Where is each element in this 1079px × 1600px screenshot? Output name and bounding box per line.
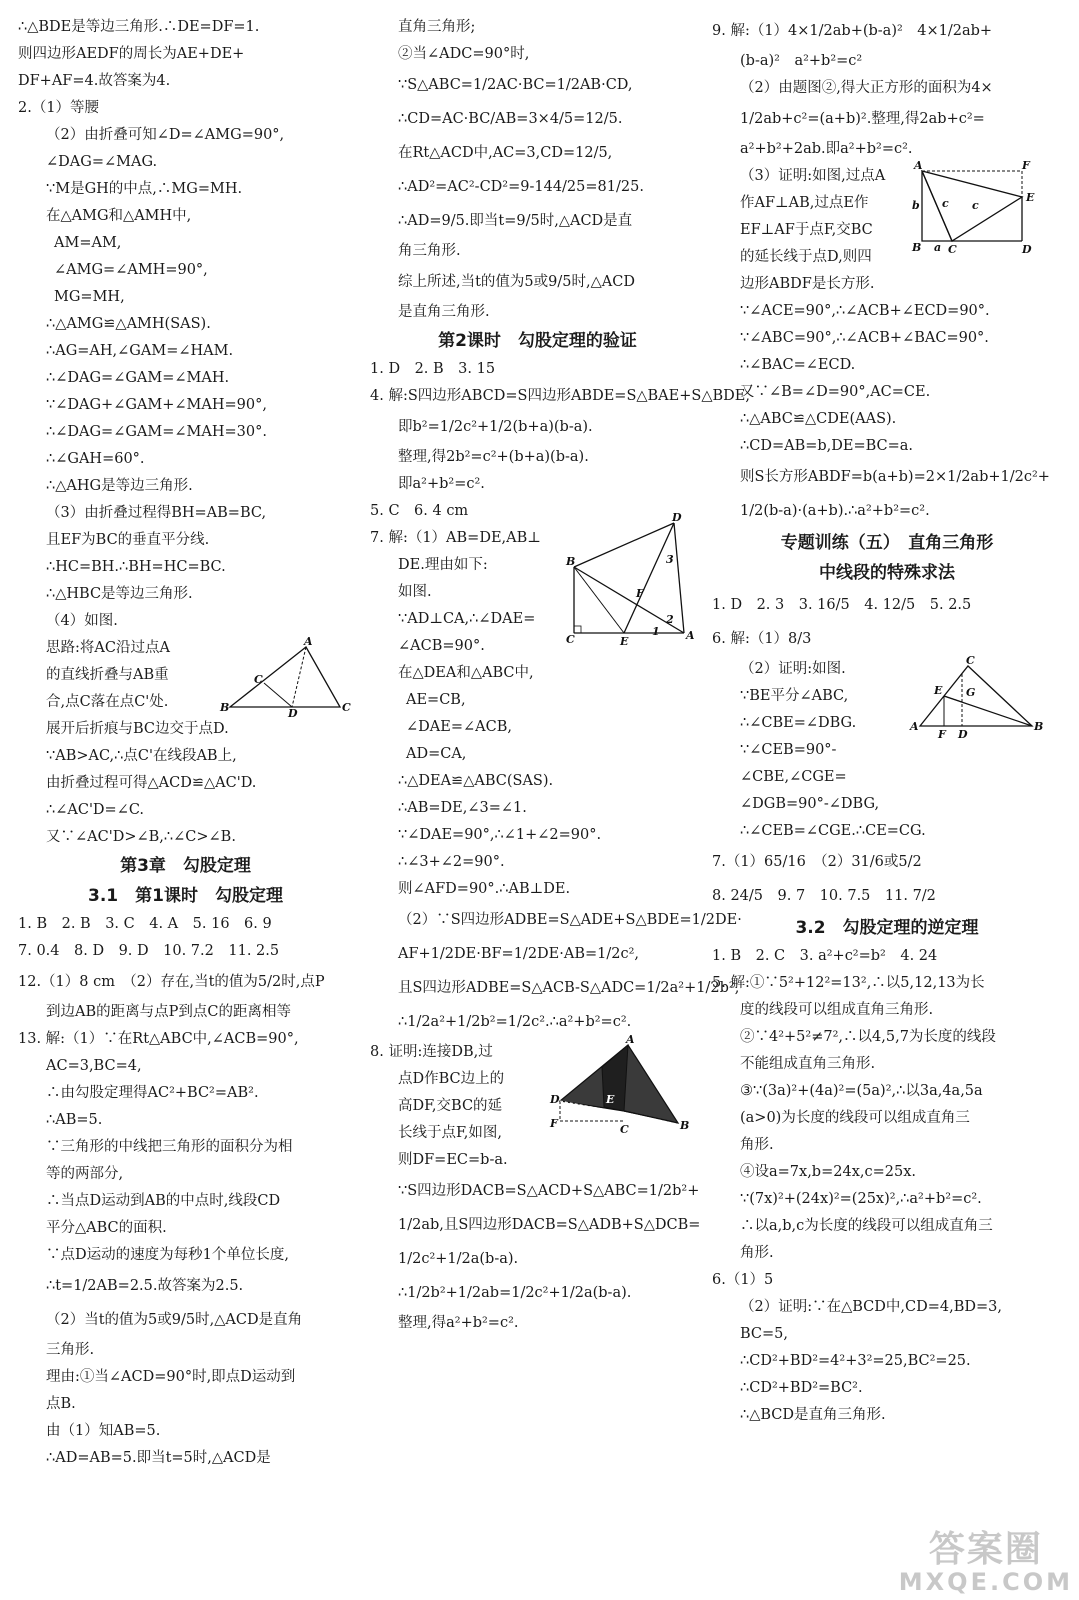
text-line: ∵三角形的中线把三角形的面积分为相 bbox=[46, 1139, 293, 1155]
text-line: 角三角形. bbox=[398, 243, 461, 259]
text-line: 三角形. bbox=[46, 1342, 95, 1358]
text-line: 长线于点F,如图, bbox=[398, 1125, 503, 1141]
svg-text:2: 2 bbox=[666, 613, 674, 626]
svg-text:B: B bbox=[566, 555, 576, 568]
svg-text:D: D bbox=[288, 707, 298, 720]
text-line: 到边AB的距离与点P到点C的距离相等 bbox=[46, 1004, 291, 1020]
text-line: 整理,得a²+b²=c². bbox=[398, 1315, 519, 1331]
text-line: ∴△ABC≌△CDE(AAS). bbox=[740, 411, 897, 427]
section-heading: 中线段的特殊求法 bbox=[819, 563, 955, 583]
text-line: 整理,得2b²=c²+(b+a)(b-a). bbox=[398, 449, 589, 465]
text-line: ∠CBE,∠CGE= bbox=[740, 769, 847, 785]
svg-text:A: A bbox=[626, 1033, 635, 1046]
svg-text:D: D bbox=[1022, 243, 1032, 256]
text-line: ∴∠CBE=∠DBG. bbox=[740, 715, 857, 731]
text-line: （2）由题图②,得大正方形的面积为4× bbox=[740, 80, 993, 96]
text-line: 则四边形AEDF的周长为AE+DE+ bbox=[18, 46, 245, 62]
text-line: ∴△HBC是等边三角形. bbox=[46, 586, 193, 602]
text-line: ∵M是GH的中点,∴MG=MH. bbox=[46, 181, 243, 197]
right-column bbox=[712, 14, 1062, 1429]
text-line: ②∵4²+5²≠7²,∴以4,5,7为长度的线段 bbox=[740, 1029, 996, 1045]
text-line: ∴HC=BH.∴BH=HC=BC. bbox=[46, 559, 226, 575]
svg-text:D: D bbox=[958, 728, 968, 741]
text-line: ∴△BCD是直角三角形. bbox=[740, 1407, 886, 1423]
svg-text:G: G bbox=[966, 686, 976, 699]
svg-text:c: c bbox=[942, 197, 949, 210]
text-line: 合,点C落在点C'处. bbox=[46, 694, 169, 710]
text-line: ∴CD=AC·BC/AB=3×4/5=12/5. bbox=[398, 111, 623, 127]
text-line: 2.（1）等腰 bbox=[18, 100, 100, 116]
text-line: ∵BE平分∠ABC, bbox=[740, 688, 849, 704]
svg-text:b: b bbox=[912, 199, 920, 212]
text-line: (b-a)² a²+b²=c² bbox=[740, 53, 863, 69]
svg-text:F: F bbox=[938, 728, 946, 741]
text-line: 13. 解:（1）∵在Rt△ABC中,∠ACB=90°, bbox=[18, 1031, 299, 1047]
watermark-text: 答案圈 bbox=[928, 1529, 1043, 1570]
text-line: 角形. bbox=[740, 1137, 774, 1153]
svg-text:C: C bbox=[966, 654, 975, 667]
text-line: ∵AB>AC,∴点C'在线段AB上, bbox=[46, 748, 237, 764]
text-line: ∴AB=DE,∠3=∠1. bbox=[398, 800, 527, 816]
text-line: 1. B 2. B 3. C 4. A 5. 16 6. 9 bbox=[18, 916, 272, 932]
text-line: ∴CD²+BD²=4²+3²=25,BC²=25. bbox=[740, 1353, 971, 1369]
text-line: 又∵∠B=∠D=90°,AC=CE. bbox=[740, 384, 931, 400]
text-line: 直角三角形; bbox=[398, 19, 476, 35]
text-line: ∴CD=AB=b,DE=BC=a. bbox=[740, 438, 914, 454]
text-line: 高DF,交BC的延 bbox=[398, 1098, 503, 1114]
svg-text:c: c bbox=[972, 199, 979, 212]
text-line: ∠DAG=∠MAG. bbox=[46, 154, 158, 170]
text-line: (a>0)为长度的线段可以组成直角三 bbox=[740, 1110, 970, 1126]
svg-text:B: B bbox=[1034, 720, 1044, 733]
svg-text:E: E bbox=[934, 684, 943, 697]
text-line: 点D作BC边上的 bbox=[398, 1071, 505, 1087]
svg-text:F: F bbox=[636, 587, 644, 600]
text-line: （3）证明:如图,过点A bbox=[740, 168, 886, 184]
text-line: 12.（1）8 cm （2）存在,当t的值为5/2时,点P bbox=[18, 974, 325, 990]
text-line: （2）证明:如图. bbox=[740, 661, 846, 677]
text-line: 点B. bbox=[46, 1396, 76, 1412]
text-line: ∴1/2b²+1/2ab=1/2c²+1/2a(b-a). bbox=[398, 1285, 632, 1301]
text-line: ④设a=7x,b=24x,c=25x. bbox=[740, 1164, 916, 1180]
text-line: 8. 24/5 9. 7 10. 7.5 11. 7/2 bbox=[712, 888, 936, 904]
text-line: ∠DAE=∠ACB, bbox=[406, 719, 512, 735]
text-line: ∴AG=AH,∠GAM=∠HAM. bbox=[46, 343, 234, 359]
svg-text:C: C bbox=[342, 701, 351, 714]
text-line: ∵(7x)²+(24x)²=(25x)²,∴a²+b²=c². bbox=[740, 1191, 982, 1207]
text-line: 在△AMG和△AMH中, bbox=[46, 208, 192, 224]
text-line: （3）由折叠过程得BH=AB=BC, bbox=[46, 505, 267, 521]
text-line: 5. C 6. 4 cm bbox=[370, 503, 469, 519]
svg-text:A: A bbox=[686, 629, 695, 642]
text-line: ∴CD²+BD²=BC². bbox=[740, 1380, 863, 1396]
text-line: EF⊥AF于点F,交BC bbox=[740, 222, 873, 238]
text-line: ∴△AMG≌△AMH(SAS). bbox=[46, 316, 211, 332]
svg-text:D: D bbox=[550, 1093, 560, 1106]
text-line: 则DF=EC=b-a. bbox=[398, 1152, 508, 1168]
text-line: 6. 解:（1）8/3 bbox=[712, 631, 812, 647]
text-line: AD=CA, bbox=[406, 746, 467, 762]
text-line: BC=5, bbox=[740, 1326, 789, 1342]
svg-text:3: 3 bbox=[666, 553, 674, 566]
text-line: 6.（1）5 bbox=[712, 1272, 774, 1288]
text-line: （2）∵S四边形ADBE=S△ADE+S△BDE=1/2DE· bbox=[398, 912, 742, 928]
text-line: 不能组成直角三角形. bbox=[740, 1056, 876, 1072]
text-line: ∴△DEA≌△ABC(SAS). bbox=[398, 773, 554, 789]
text-line: 作AF⊥AB,过点E作 bbox=[740, 195, 869, 211]
section-heading: 3.2 勾股定理的逆定理 bbox=[795, 918, 979, 938]
text-line: 1. D 2. 3 3. 16/5 4. 12/5 5. 2.5 bbox=[712, 597, 972, 613]
text-line: 平分△ABC的面积. bbox=[46, 1220, 167, 1236]
text-line: ∵S△ABC=1/2AC·BC=1/2AB·CD, bbox=[398, 77, 633, 93]
text-line: 1. D 2. B 3. 15 bbox=[370, 361, 496, 377]
text-line: 1/2ab,且S四边形DACB=S△ADB+S△DCB= bbox=[398, 1217, 701, 1233]
text-line: （4）如图. bbox=[46, 613, 118, 629]
text-line: 如图. bbox=[398, 584, 432, 600]
svg-text:F: F bbox=[1022, 159, 1030, 172]
text-line: ∵∠DAG+∠GAM+∠MAH=90°, bbox=[46, 397, 267, 413]
text-line: 1/2c²+1/2a(b-a). bbox=[398, 1251, 519, 1267]
svg-text:A: A bbox=[304, 635, 313, 648]
text-line: ∴∠BAC=∠ECD. bbox=[740, 357, 856, 373]
text-line: 等的两部分, bbox=[46, 1166, 124, 1182]
text-line: 7.（1）65/16 （2）31/6或5/2 bbox=[712, 854, 922, 870]
text-line: 9. 解:（1）4×1/2ab+(b-a)² 4×1/2ab+ bbox=[712, 23, 993, 39]
svg-text:C: C bbox=[566, 633, 575, 646]
text-line: 1. B 2. C 3. a²+c²=b² 4. 24 bbox=[712, 948, 938, 964]
text-line: 的直线折叠与AB重 bbox=[46, 667, 169, 683]
text-line: ∴∠AC'D=∠C. bbox=[46, 802, 145, 818]
text-line: 角形. bbox=[740, 1245, 774, 1261]
text-line: ∵∠CEB=90°- bbox=[740, 742, 837, 758]
text-line: 由折叠过程可得△ACD≌△AC'D. bbox=[46, 775, 257, 791]
svg-text:E: E bbox=[606, 1093, 615, 1106]
text-line: 1/2ab+c²=(a+b)².整理,得2ab+c²= bbox=[740, 111, 985, 127]
text-line: 5. 解:①∵5²+12²=13²,∴以5,12,13为长 bbox=[712, 975, 985, 991]
svg-text:D: D bbox=[672, 511, 682, 524]
text-line: ∴1/2a²+1/2b²=1/2c².∴a²+b²=c². bbox=[398, 1014, 632, 1030]
text-line: ∠AMG=∠AMH=90°, bbox=[54, 262, 208, 278]
svg-text:A: A bbox=[910, 720, 919, 733]
text-line: ∵∠DAE=90°,∴∠1+∠2=90°. bbox=[398, 827, 602, 843]
text-line: DE.理由如下: bbox=[398, 557, 488, 573]
text-line: 综上所述,当t的值为5或9/5时,△ACD bbox=[398, 274, 635, 290]
text-line: 即a²+b²=c². bbox=[398, 476, 485, 492]
text-line: 在Rt△ACD中,AC=3,CD=12/5, bbox=[398, 145, 613, 161]
section-heading: 专题训练（五） 直角三角形 bbox=[780, 533, 994, 553]
text-line: ∴△AHG是等边三角形. bbox=[46, 478, 193, 494]
text-line: （2）证明:∵在△BCD中,CD=4,BD=3, bbox=[740, 1299, 1002, 1315]
svg-text:1: 1 bbox=[652, 625, 660, 638]
text-line: ∴AB=5. bbox=[46, 1112, 103, 1128]
text-line: DF+AF=4.故答案为4. bbox=[18, 73, 171, 89]
text-line: AC=3,BC=4, bbox=[46, 1058, 142, 1074]
svg-text:F: F bbox=[550, 1117, 558, 1130]
text-line: AM=AM, bbox=[54, 235, 122, 251]
svg-text:E: E bbox=[620, 635, 629, 648]
svg-text:C: C bbox=[620, 1123, 629, 1136]
text-line: 7. 解:（1）AB=DE,AB⊥ bbox=[370, 530, 541, 546]
text-line: AE=CB, bbox=[406, 692, 466, 708]
text-line: 且EF为BC的垂直平分线. bbox=[46, 532, 210, 548]
text-line: 7. 0.4 8. D 9. D 10. 7.2 11. 2.5 bbox=[18, 943, 280, 959]
left-column bbox=[18, 14, 353, 1472]
text-line: ∠DGB=90°-∠DBG, bbox=[740, 796, 880, 812]
text-line: 即b²=1/2c²+1/2(b+a)(b-a). bbox=[398, 419, 593, 435]
svg-text:C: C bbox=[948, 243, 957, 256]
chapter-heading: 第3章 勾股定理 bbox=[120, 856, 251, 876]
text-line: ∵S四边形DACB=S△ACD+S△ABC=1/2b²+ bbox=[398, 1183, 700, 1199]
text-line: 理由:①当∠ACD=90°时,即点D运动到 bbox=[46, 1369, 296, 1385]
text-line: ∴AD=AB=5.即当t=5时,△ACD是 bbox=[46, 1450, 271, 1466]
text-line: 在△DEA和△ABC中, bbox=[398, 665, 534, 681]
text-line: ∵AD⊥CA,∴∠DAE= bbox=[398, 611, 536, 627]
text-line: ∴由勾股定理得AC²+BC²=AB². bbox=[46, 1085, 259, 1101]
text-line: ∵点D运动的速度为每秒1个单位长度, bbox=[46, 1247, 289, 1263]
text-line: 的延长线于点D,则四 bbox=[740, 249, 872, 265]
text-line: ∴∠3+∠2=90°. bbox=[398, 854, 505, 870]
text-line: ∴以a,b,c为长度的线段可以组成直角三 bbox=[740, 1218, 993, 1234]
text-line: ∴△BDE是等边三角形.∴DE=DF=1. bbox=[18, 19, 260, 35]
text-line: a²+b²+2ab.即a²+b²=c². bbox=[740, 141, 913, 157]
svg-text:C: C bbox=[254, 673, 263, 686]
section-heading: 3.1 第1课时 勾股定理 bbox=[88, 886, 283, 906]
text-line: ∠ACB=90°. bbox=[398, 638, 485, 654]
text-line: 又∵∠AC'D>∠B,∴∠C>∠B. bbox=[46, 829, 236, 845]
text-line: 且S四边形ADBE=S△ACB-S△ADC=1/2a²+1/2b², bbox=[398, 980, 740, 996]
text-line: MG=MH, bbox=[54, 289, 125, 305]
text-line: 展开后折痕与BC边交于点D. bbox=[46, 721, 229, 737]
text-line: AF+1/2DE·BF=1/2DE·AB=1/2c², bbox=[398, 946, 640, 962]
text-line: 度的线段可以组成直角三角形. bbox=[740, 1002, 934, 1018]
watermark-logo bbox=[898, 1529, 1073, 1596]
watermark-url: MXQE.COM bbox=[898, 1568, 1073, 1596]
text-line: ∴AD=9/5.即当t=9/5时,△ACD是直 bbox=[398, 213, 633, 229]
svg-text:E: E bbox=[1026, 191, 1035, 204]
text-line: 由（1）知AB=5. bbox=[46, 1423, 161, 1439]
text-line: （2）由折叠可知∠D=∠AMG=90°, bbox=[46, 127, 285, 143]
text-line: ③∵(3a)²+(4a)²=(5a)²,∴以3a,4a,5a bbox=[740, 1083, 983, 1099]
text-line: 则∠AFD=90°.∴AB⊥DE. bbox=[398, 881, 571, 897]
text-line: （2）当t的值为5或9/5时,△ACD是直角 bbox=[46, 1312, 303, 1328]
text-line: ∴当点D运动到AB的中点时,线段CD bbox=[46, 1193, 281, 1209]
text-line: ∵∠ABC=90°,∴∠ACB+∠BAC=90°. bbox=[740, 330, 989, 346]
text-line: ∴∠GAH=60°. bbox=[46, 451, 145, 467]
text-line: ∴AD²=AC²-CD²=9-144/25=81/25. bbox=[398, 179, 644, 195]
text-line: 4. 解:S四边形ABCD=S四边形ABDE=S△BAE+S△BDE, bbox=[370, 388, 750, 404]
svg-text:B: B bbox=[680, 1119, 690, 1132]
text-line: ∴∠CEB=∠CGE.∴CE=CG. bbox=[740, 823, 926, 839]
svg-text:B: B bbox=[220, 701, 230, 714]
svg-text:a: a bbox=[934, 241, 942, 254]
text-line: 思路:将AC沿过点A bbox=[46, 640, 170, 656]
text-line: 1/2(b-a)·(a+b).∴a²+b²=c². bbox=[740, 503, 930, 519]
text-line: ∴∠DAG=∠GAM=∠MAH=30°. bbox=[46, 424, 267, 440]
section-heading: 第2课时 勾股定理的验证 bbox=[438, 331, 637, 351]
text-line: 边形ABDF是长方形. bbox=[740, 276, 875, 292]
svg-text:B: B bbox=[912, 241, 922, 254]
text-line: ∴t=1/2AB=2.5.故答案为2.5. bbox=[46, 1278, 244, 1294]
text-line: 则S长方形ABDF=b(a+b)=2×1/2ab+1/2c²+ bbox=[740, 469, 1050, 485]
text-line: 是直角三角形. bbox=[398, 304, 490, 320]
text-line: ∵∠ACE=90°,∴∠ACB+∠ECD=90°. bbox=[740, 303, 990, 319]
text-line: ②当∠ADC=90°时, bbox=[398, 46, 530, 62]
text-line: ∴∠DAG=∠GAM=∠MAH. bbox=[46, 370, 230, 386]
text-line: 8. 证明:连接DB,过 bbox=[370, 1044, 493, 1060]
svg-text:A: A bbox=[914, 159, 923, 172]
